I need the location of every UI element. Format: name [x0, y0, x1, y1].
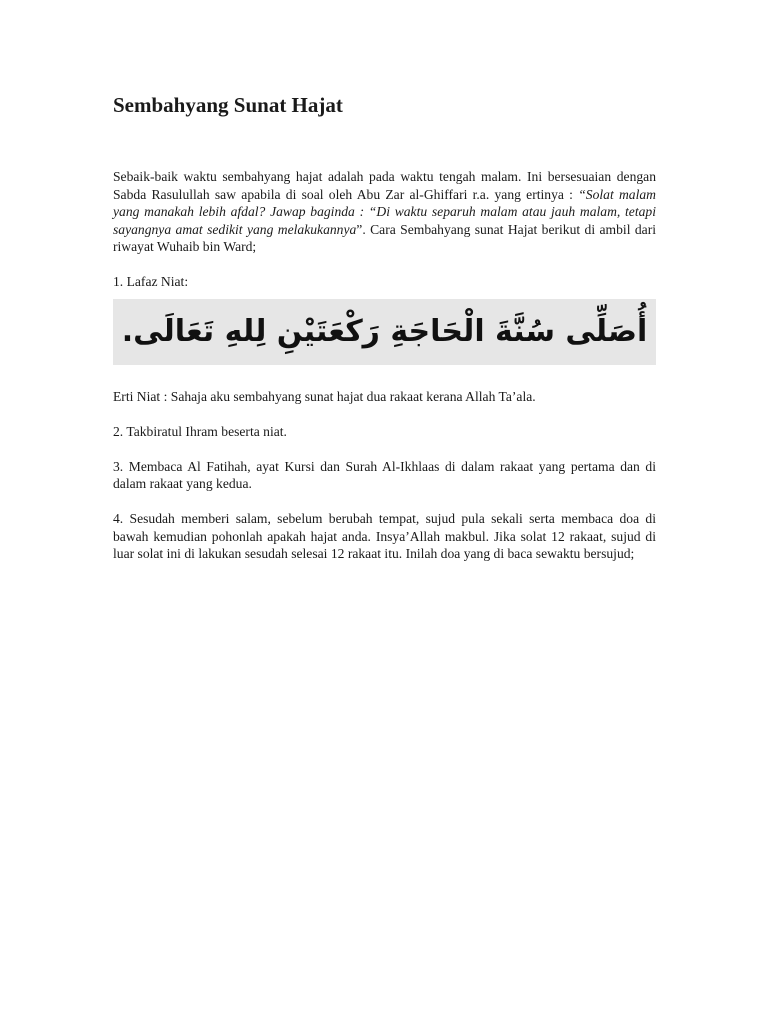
arabic-niat-image: [113, 299, 656, 365]
step-1-label: 1. Lafaz Niat:: [113, 274, 189, 289]
step-2-paragraph: 2. Takbiratul Ihram beserta niat.: [113, 423, 287, 439]
step-3-paragraph: 3. Membaca Al Fatihah, ayat Kursi dan Surah Al-Ikhlaas di dalam rakaat yang pertama dan di dalam rakaat yang kedua.: [113, 458, 656, 491]
intro-text-1: Sebaik-baik waktu sembahyang hajat adalah pada waktu tengah malam. Ini bersesuaian dengan Sabda Rasulullah saw apabila di soal oleh Abu Zar al-Ghiffari r.a. yang ertinya :: [113, 169, 656, 202]
intro-text-2: ”. Cara Sembahyang sunat Hajat berikut di ambil dari riwayat Wuhaib bin Ward;: [113, 221, 656, 254]
document-body: [113, 168, 656, 580]
hadith-quote: “Solat malam yang manakah lebih afdal? Jawap baginda : “Di waktu separuh malam atau jauh malam, tetapi sayangnya amat sedikit yang melakukannya: [113, 186, 656, 237]
intro-paragraph: [113, 168, 656, 256]
document-title: Sembahyang Sunat Hajat: [113, 93, 343, 117]
erti-niat-paragraph: Erti Niat : Sahaja aku sembahyang sunat hajat dua rakaat kerana Allah Ta’ala.: [113, 388, 536, 404]
step-4-paragraph: 4. Sesudah memberi salam, sebelum berubah tempat, sujud pula sekali serta membaca doa di bawah kemudian pohonlah apakah hajat anda. Insya’Allah makbul. Jika solat 12 rakaat, sujud di luar solat ini di lakukan sesudah selesai 12 rakaat itu. Inilah doa yang di baca sewaktu bersujud;: [113, 511, 656, 561]
arabic-niat-text: أُصَلِّى سُنَّةَ الْحَاجَةِ رَكْعَتَيْنِ لِلهِ تَعَالَى.: [121, 313, 648, 349]
